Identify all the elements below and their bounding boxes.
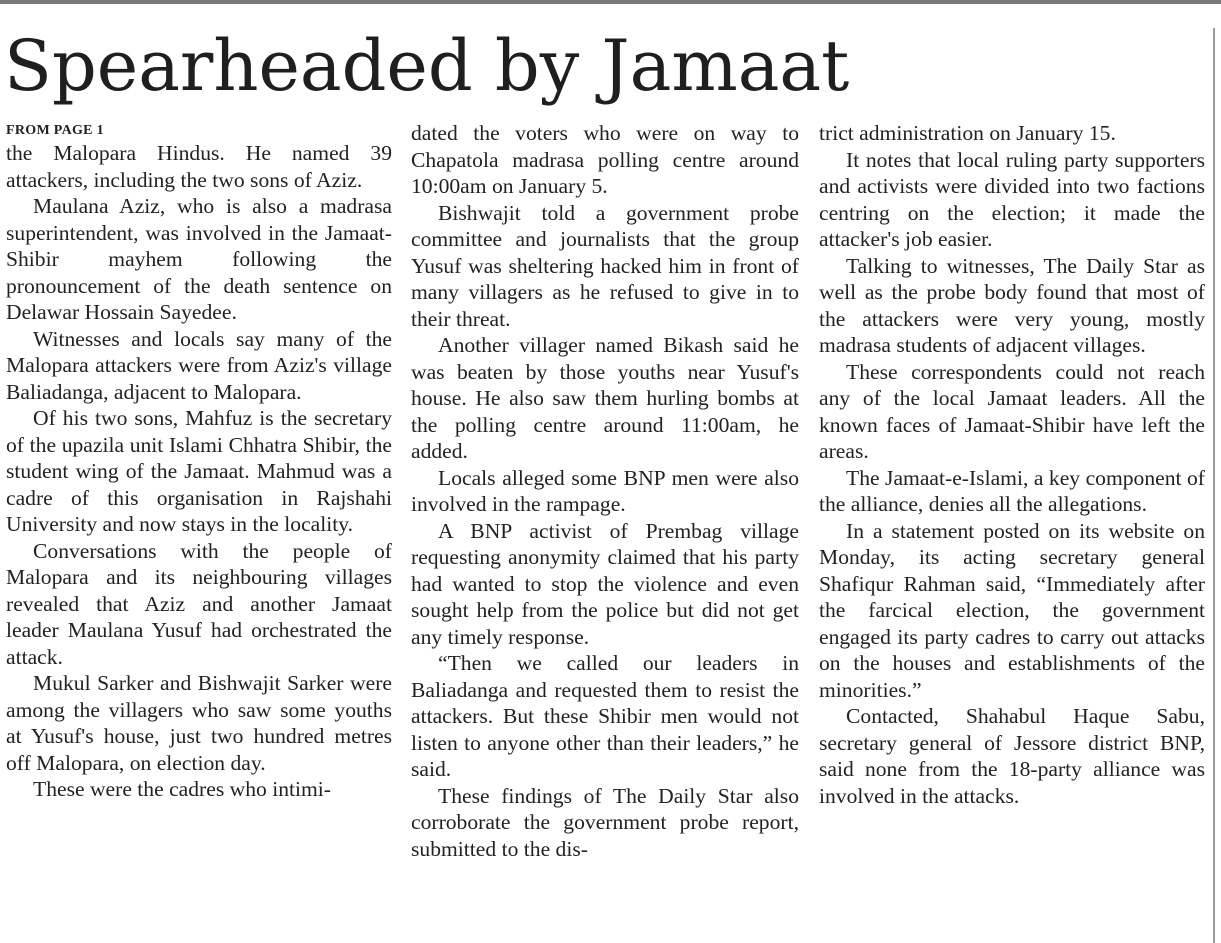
paragraph: It notes that local ruling party supporters and activists were divided into two factions centring on the election; it made the attacker's job easier.: [819, 147, 1205, 251]
paragraph: In a statement posted on its website on Monday, its acting secretary general Shafiqur Rahman said, “Immediately after the farcical election, the government engaged its party cadres to carry out attacks on the houses and establishments of the minorities.”: [819, 518, 1205, 702]
article-column-1: [6, 120, 392, 803]
paragraph: “Then we called our leaders in Baliadanga and requested them to resist the attackers. But these Shibir men would not listen to anyone other than their leaders,” he said.: [411, 651, 799, 781]
paragraph: Of his two sons, Mahfuz is the secretary of the upazila unit Islami Chhatra Shibir, the student wing of the Jamaat. Mahmud was a cadre of this organisation in Rajshahi University and now stays in the locality.: [6, 406, 392, 536]
paragraph: dated the voters who were on way to Chapatola madrasa polling centre around 10:00am on January 5.: [411, 121, 799, 198]
paragraph: the Malopara Hindus. He named 39 attackers, including the two sons of Aziz.: [6, 141, 392, 192]
paragraph: Bishwajit told a government probe committee and journalists that the group Yusuf was sheltering hacked him in front of many villagers as he refused to give in to their threat.: [411, 200, 799, 331]
paragraph: These were the cadres who intimi-: [33, 777, 332, 801]
paragraph: These correspondents could not reach any of the local Jamaat leaders. All the known faces of Jamaat-Shibir have left the areas.: [819, 359, 1205, 463]
article-column-3: [819, 120, 1205, 809]
paragraph: The Jamaat-e-Islami, a key component of the alliance, denies all the allegations.: [819, 465, 1205, 516]
column-rule: [1213, 28, 1215, 943]
paragraph: A BNP activist of Prembag village requesting anonymity claimed that his party had wanted to stop the violence and even sought help from the police but did not get any timely response.: [411, 518, 799, 649]
jump-kicker: FROM PAGE 1: [6, 123, 104, 138]
paragraph: Another villager named Bikash said he was beaten by those youths near Yusuf's house. He also saw them hurling bombs at the polling centre around 11:00am, he added.: [411, 333, 799, 463]
paragraph: trict administration on January 15.: [819, 121, 1116, 145]
paragraph: Maulana Aziz, who is also a madrasa superintendent, was involved in the Jamaat-Shibir mayhem following the pronouncement of the death sentence on Delawar Hossain Sayedee.: [6, 194, 392, 324]
paragraph: Contacted, Shahabul Haque Sabu, secretary general of Jessore district BNP, said none from the 18-party alliance was involved in the attacks.: [819, 704, 1205, 808]
top-rule: [0, 0, 1221, 4]
paragraph: Mukul Sarker and Bishwajit Sarker were among the villagers who saw some youths at Yusuf's house, just two hundred metres off Malopara, on election day.: [6, 671, 392, 775]
paragraph: Witnesses and locals say many of the Malopara attackers were from Aziz's village Baliadanga, adjacent to Malopara.: [6, 326, 392, 404]
paragraph: These findings of The Daily Star also corroborate the government probe report, submitted to the dis-: [411, 783, 799, 861]
headline: Spearheaded by Jamaat: [4, 25, 850, 107]
paragraph: Talking to witnesses, The Daily Star as well as the probe body found that most of the attackers were very young, mostly madrasa students of adjacent villages.: [819, 253, 1205, 357]
paragraph: Locals alleged some BNP men were also involved in the rampage.: [411, 465, 799, 516]
paragraph: Conversations with the people of Malopara and its neighbouring villages revealed that Aziz and another Jamaat leader Maulana Yusuf had orchestrated the attack.: [6, 538, 392, 669]
article-column-2: [411, 120, 799, 862]
